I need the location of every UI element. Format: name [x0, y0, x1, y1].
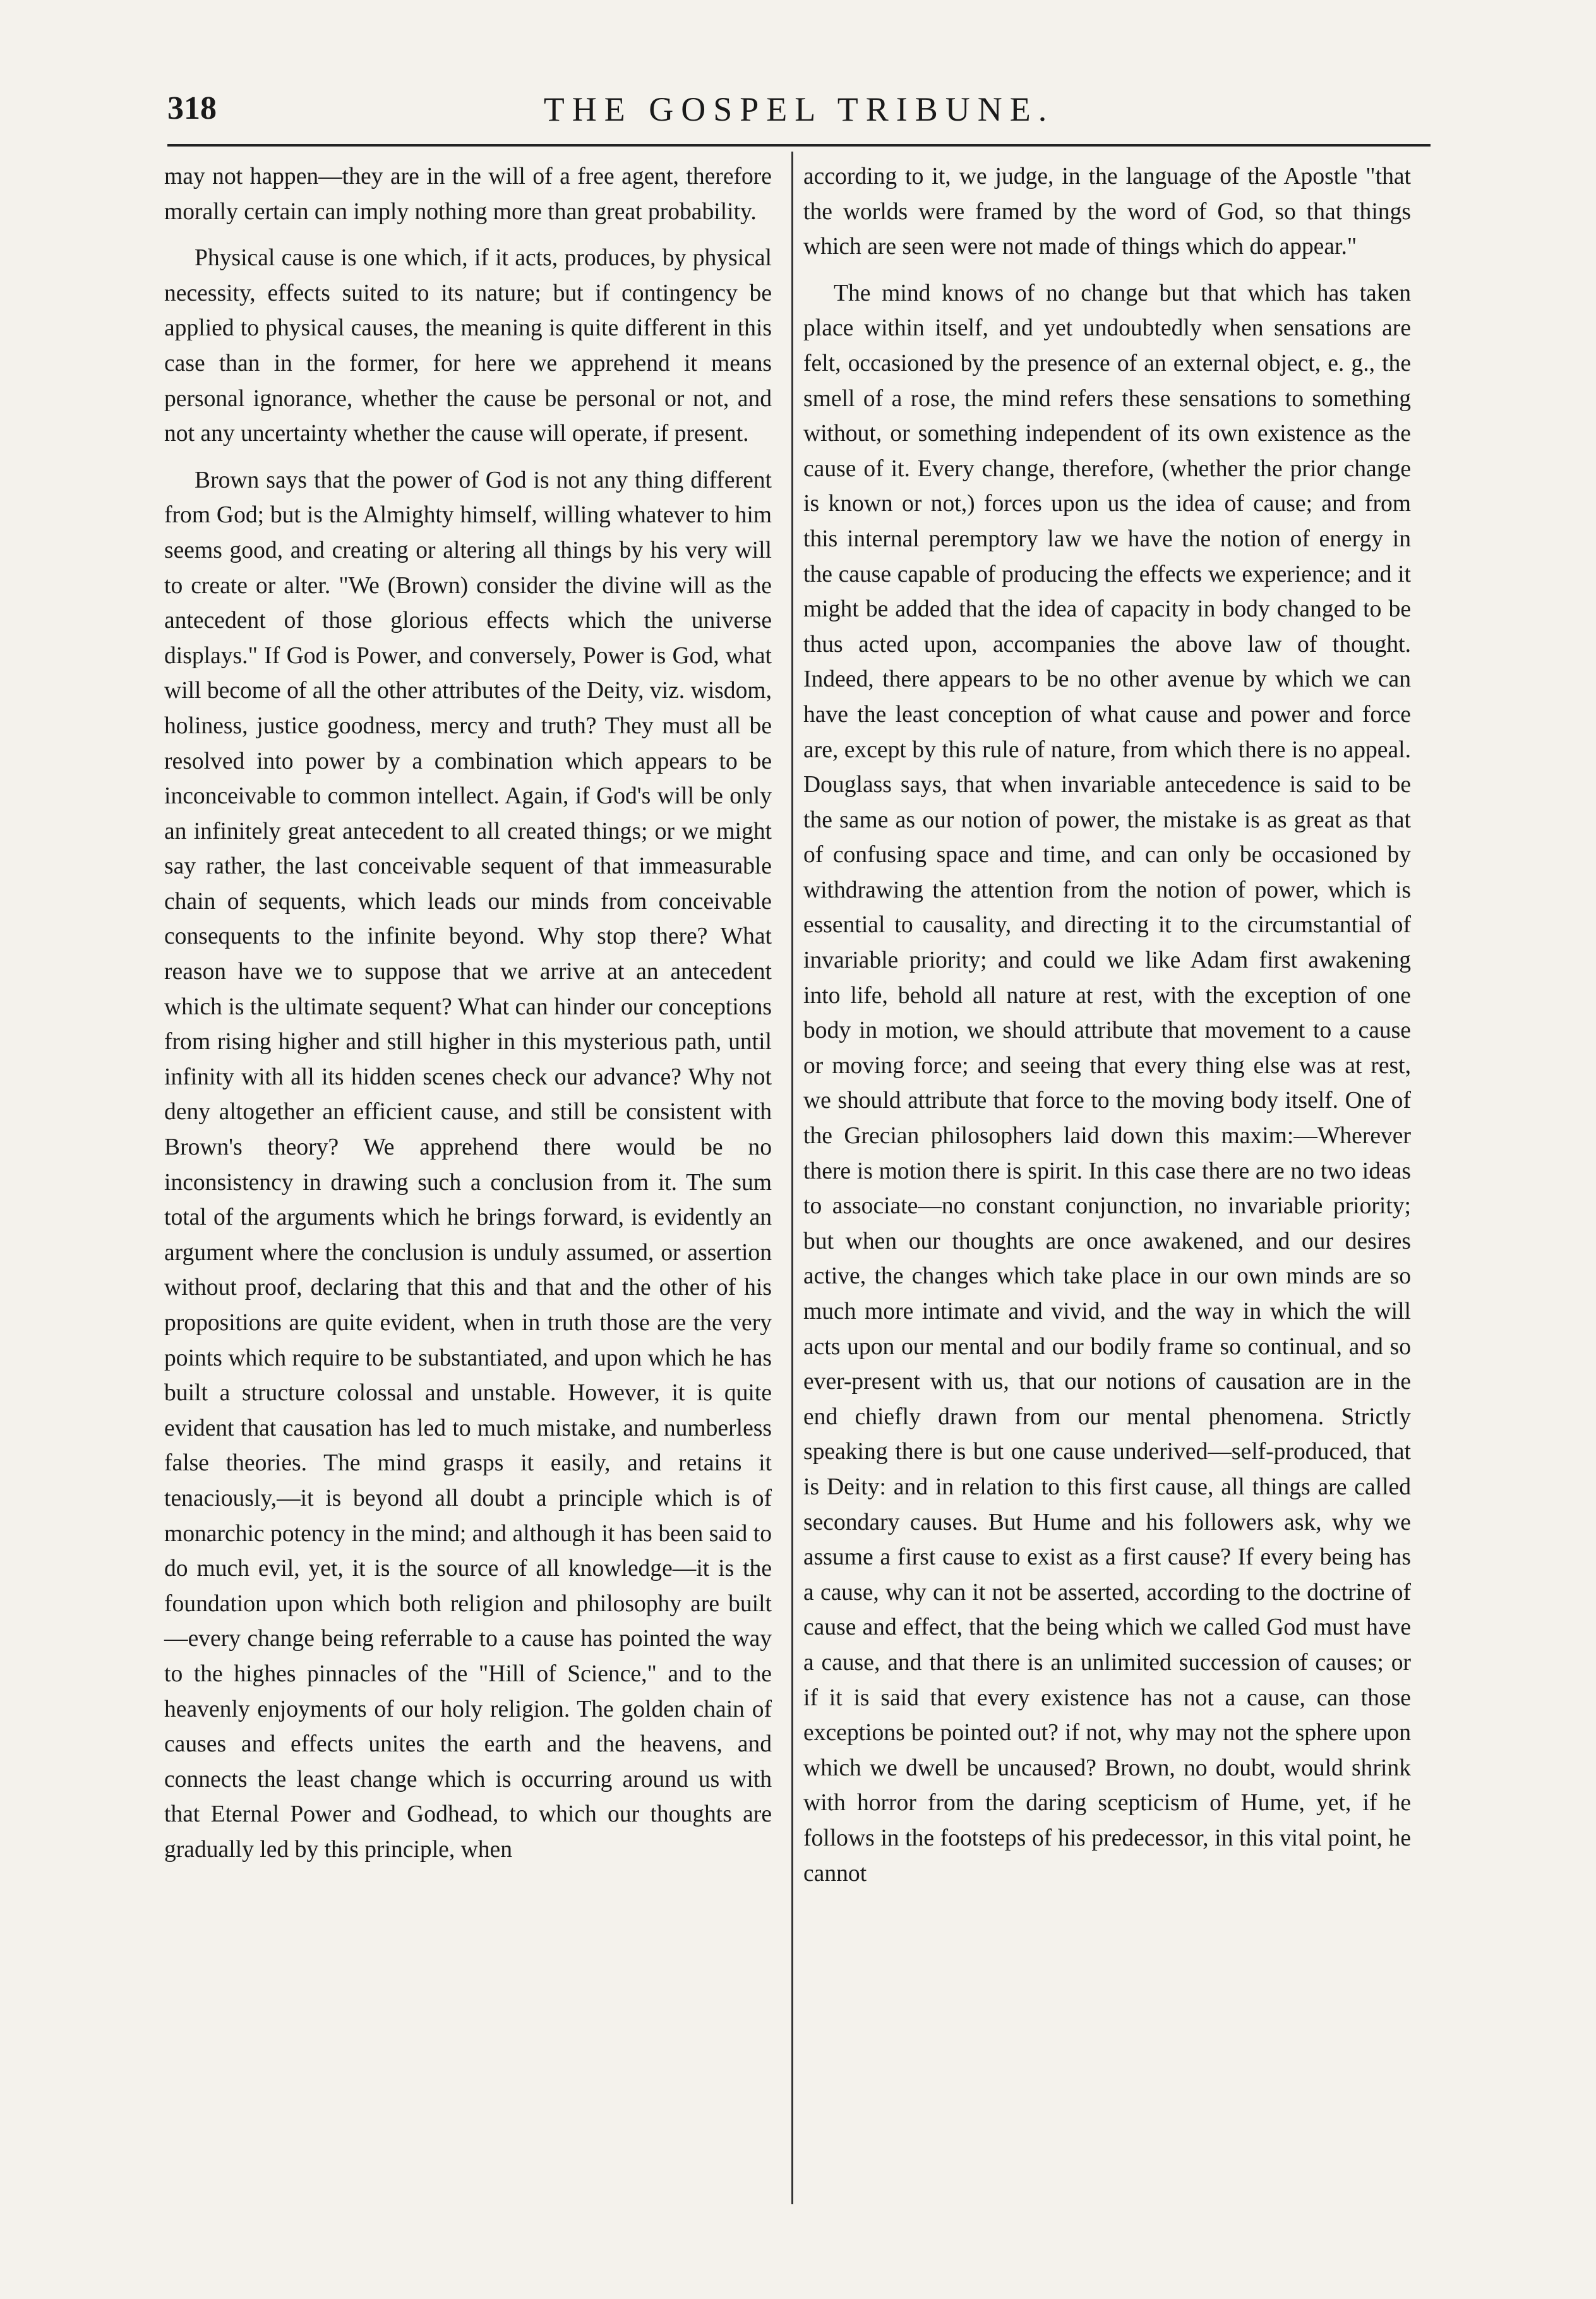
right-column [803, 159, 1411, 1891]
paragraph: Physical cause is one which, if it acts, produces, by physical necessity, effects suited to its nature; but if contingency be applied to physical causes, the meaning is quite different in this case than in the former, for here we apprehend it means personal ignorance, whether the cause be personal or not, and not any uncertainty whether the cause will operate, if present. [164, 245, 772, 447]
paragraph: may not happen—they are in the will of a free agent, therefore morally certain can imply nothing more than great probability. [164, 164, 772, 225]
column-divider [791, 152, 793, 2204]
paragraph: The mind knows of no change but that which has taken place within itself, and yet undoubtedly when sensations are felt, occasioned by the presence of an external object, e. g., the smell of a rose, the mind refers these sensations to something without, or something independent of its own existence as the cause of it. Every change, therefore, (whether the prior change is known or not,) forces upon us the idea of cause; and from this internal peremptory law we have the notion of energy in the cause capable of producing the effects we experience; and it might be added that the idea of capacity in body changed to be thus acted upon, accompanies the above law of thought. Indeed, there appears to be no other avenue by which we can have the least conception of what cause and power and force are, except by this rule of nature, from which there is no appeal. Douglass says, that when invariable antecedence is said to be the same as our notion of power, the mistake is as great as that of confusing space and time, and can only be occasioned by withdrawing the attention from the notion of power, which is essential to causality, and directing it to the circumstantial of invariable priority; and could we like Adam first awakening into life, behold all nature at rest, with the exception of one body in motion, we should attribute that movement to a cause or moving force; and seeing that every thing else was at rest, we should attribute that force to the moving body itself. One of the Grecian philosophers laid down this maxim:—Wherever there is motion there is spirit. In this case there are no two ideas to associate—no constant conjunction, no invariable priority; but when our thoughts are once awakened, and our desires active, the changes which take place in our own minds are so much more intimate and vivid, and the way in which the will acts upon our mental and our bodily frame so continual, and so ever-present with us, that our notions of causation are in the end chiefly drawn from our mental phenomena. Strictly speaking there is but one cause underived—self-produced, that is Deity: and in relation to this first cause, all things are called secondary causes. But Hume and his followers ask, why we assume a first cause to exist as a first cause? If every being has a cause, why can it not be asserted, according to the doctrine of cause and effect, that the being which we called God must have a cause, and that there is an unlimited succession of causes; or if it is said that every existence has not a cause, can those exceptions be pointed out? if not, why may not the sphere upon which we dwell be uncaused? Brown, no doubt, would shrink with horror from the daring scepticism of Hume, yet, if he follows in the footsteps of his predecessor, in this vital point, he cannot [803, 280, 1411, 1887]
left-column [164, 159, 772, 1868]
page-number: 318 [167, 90, 217, 126]
paragraph: according to it, we judge, in the language of the Apostle "that the worlds were framed by the word of God, so that things which are seen were not made of things which do appear." [803, 164, 1411, 260]
page-header [167, 90, 1431, 140]
running-title: THE GOSPEL TRIBUNE. [543, 90, 1055, 128]
header-rule [167, 144, 1431, 147]
paragraph: Brown says that the power of God is not any thing different from God; but is the Almighty himself, willing whatever to him seems good, and creating or altering all things by his very will to create or alter. "We (Brown) consider the divine will as the antecedent of those glorious effects which the universe displays." If God is Power, and conversely, Power is God, what will become of all the other attributes of the Deity, viz. wisdom, holiness, justice goodness, mercy and truth? They must all be resolved into power by a combination which appears to be inconceivable to common intellect. Again, if God's will be only an infinitely great antecedent to all created things; or we might say rather, the last conceivable sequent of that immeasurable chain of sequents, which leads our minds from conceivable consequents to the infinite beyond. Why stop there? What reason have we to suppose that we arrive at an antecedent which is the ultimate sequent? What can hinder our conceptions from rising higher and still higher in this mysterious path, until infinity with all its hidden scenes check our advance? Why not deny altogether an efficient cause, and still be consistent with Brown's theory? We apprehend there would be no inconsistency in drawing such a conclusion from it. The sum total of the arguments which he brings forward, is evidently an argument where the conclusion is unduly assumed, or assertion without proof, declaring that this and that and the other of his propositions are quite evident, when in truth those are the very points which require to be substantiated, and upon which he has built a structure colossal and unstable. However, it is quite evident that causation has led to much mistake, and numberless false theories. The mind grasps it easily, and retains it tenaciously,—it is beyond all doubt a principle which is of monarchic potency in the mind; and although it has been said to do much evil, yet, it is the source of all knowledge—it is the foundation upon which both religion and philosophy are built—every change being referrable to a cause has pointed the way to the highes pinnacles of the "Hill of Science," and to the heavenly enjoyments of our holy religion. The golden chain of causes and effects unites the earth and the heavens, and connects the least change which is occurring around us with that Eternal Power and Godhead, to which our thoughts are gradually led by this principle, when [164, 467, 772, 1863]
